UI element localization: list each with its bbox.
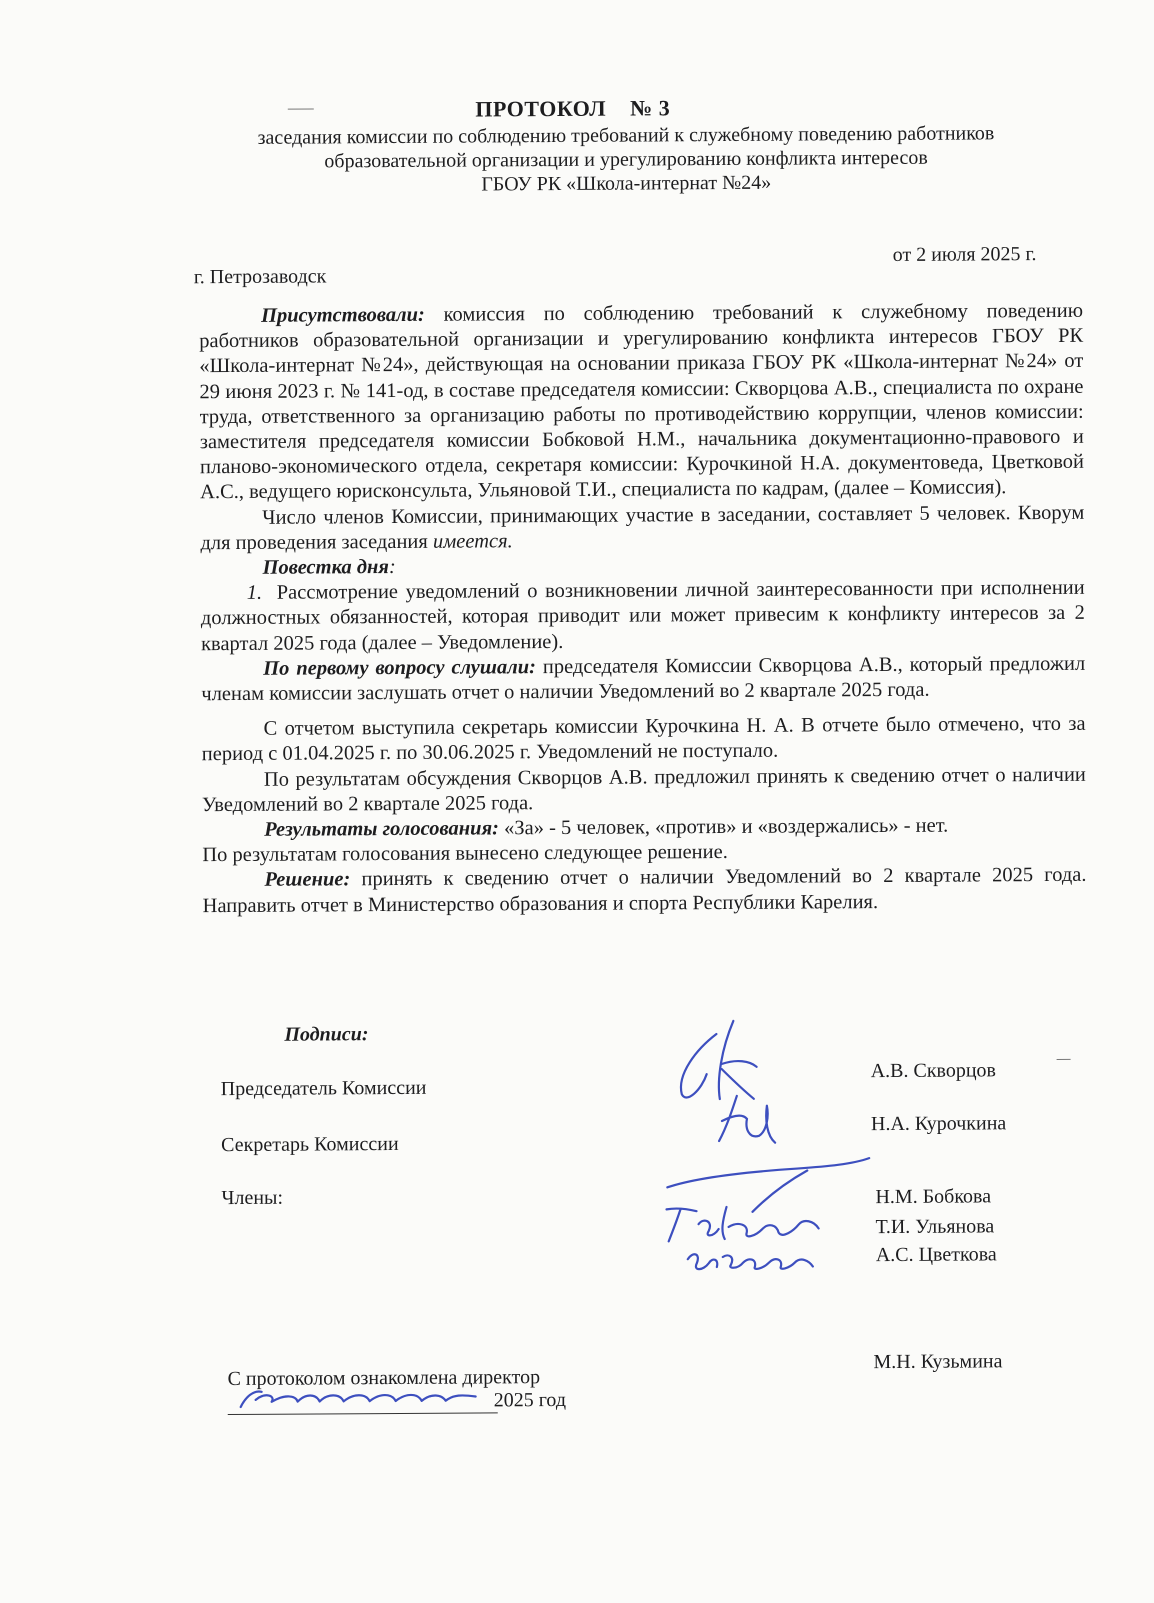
report-paragraph: С отчетом выступила секретарь комиссии Курочкина Н. А. В отчете было отмечено, что за период с 01.04.2025 г. по 30.06.2025 г. Уведомлений не поступало. bbox=[201, 713, 1086, 766]
members-label: Члены: bbox=[221, 1186, 284, 1210]
member-name: А.С. Цветкова bbox=[875, 1243, 997, 1267]
chair-name: А.В. Скворцов bbox=[870, 1059, 997, 1083]
member-signature-tsvetkova bbox=[683, 1238, 823, 1284]
subtitle-line: ГБОУ РК «Школа-интернат №24» bbox=[481, 171, 772, 196]
scan-mark bbox=[1057, 1059, 1071, 1060]
attended-text: комиссия по соблюдению требований к служебному поведению работников образовательной организации и урегулированию конфликта интересов ГБОУ РК «Школа-интернат №24», действующая на основании приказа ГБОУ РК «Школа-интернат №24» от 29 июня 2023 г. № 141-од, в составе председателя комиссии: Скворцова А.В., специалиста по охране труда, ответственного за организацию работы по противодействию коррупции, членов комиссии: заместителя председателя комиссии Бобковой Н.М., начальника документационно-правового и планово-экономического отдела, секретаря комиссии: Курочкиной Н.А. документоведа, Цветковой А.С., ведущего юрисконсульта, Ульяновой Т.И., специалиста по кадрам, (далее – Комиссия). bbox=[199, 299, 1085, 504]
agenda-colon: : bbox=[388, 556, 396, 579]
quorum-text: Число членов Комиссии, принимающих участие в заседании, составляет 5 человек. Кворум для проведения заседания bbox=[200, 501, 1085, 555]
decision-label: Решение: bbox=[264, 868, 351, 892]
quorum-status: имеется. bbox=[432, 530, 513, 553]
agenda-item-text: Рассмотрение уведомлений о возникновении личной заинтересованности при исполнении должностных обязанностей, которая приводит или может привесим к конфликту интересов за 2 квартал 2025 года (далее – Уведомление). bbox=[200, 577, 1085, 655]
scan-mark bbox=[288, 108, 314, 109]
member-name: Т.И. Ульянова bbox=[875, 1215, 995, 1239]
director-date-suffix: 2025 год bbox=[493, 1388, 567, 1412]
attended-label: Присутствовали: bbox=[260, 303, 425, 327]
heard-label: По первому вопросу слушали: bbox=[263, 655, 537, 680]
document-body bbox=[199, 299, 1087, 919]
voting-text: «За» - 5 человек, «против» и «воздержались» - нет. bbox=[498, 814, 949, 840]
document-date: от 2 июля 2025 г. bbox=[892, 243, 1037, 266]
document-subtitle bbox=[186, 121, 1066, 198]
agenda-label: Повестка дня bbox=[262, 556, 389, 579]
subtitle-line: образовательной организации и урегулированию конфликта интересов bbox=[324, 146, 928, 173]
decision-paragraph bbox=[202, 863, 1086, 919]
director-label: С протоколом ознакомлена директор bbox=[227, 1366, 541, 1391]
secretary-signature bbox=[707, 1090, 817, 1156]
agenda-item bbox=[201, 576, 1085, 657]
document-title: ПРОТОКОЛ № 3 bbox=[475, 95, 671, 122]
chair-label: Председатель Комиссии bbox=[220, 1076, 427, 1101]
director-signature bbox=[236, 1380, 486, 1417]
attended-paragraph bbox=[199, 299, 1084, 506]
agenda-item-number: 1. bbox=[246, 582, 263, 605]
heard-text: председателя Комиссии Скворцова А.В., который предложил членам комиссии заслушать отчет о наличии Уведомлений во 2 квартале 2025 года. bbox=[201, 652, 1086, 706]
voting-outcome: По результатам голосования вынесено следующее решение. bbox=[202, 841, 728, 867]
secretary-label: Секретарь Комиссии bbox=[221, 1132, 399, 1157]
quorum-paragraph bbox=[200, 500, 1084, 556]
member-name: Н.М. Бобкова bbox=[875, 1185, 992, 1209]
voting-label: Результаты голосования: bbox=[264, 817, 499, 841]
signatures-heading: Подписи: bbox=[284, 1023, 369, 1046]
heard-paragraph bbox=[201, 652, 1085, 708]
director-name: М.Н. Кузьмина bbox=[873, 1350, 1003, 1374]
subtitle-line: заседания комиссии по соблюдению требований к служебному поведению работников bbox=[257, 122, 995, 149]
secretary-name: Н.А. Курочкина bbox=[870, 1112, 1007, 1136]
decision-text: принять к сведению отчет о наличии Уведомлений во 2 квартале 2025 года. Направить отчет в Министерство образования и спорта Республики Карелия. bbox=[202, 864, 1087, 917]
discussion-paragraph: По результатам обсуждения Скворцов А.В. предложил принять к сведению отчет о наличии Уведомлений во 2 квартале 2025 года. bbox=[201, 763, 1086, 817]
place: г. Петрозаводск bbox=[193, 265, 327, 289]
